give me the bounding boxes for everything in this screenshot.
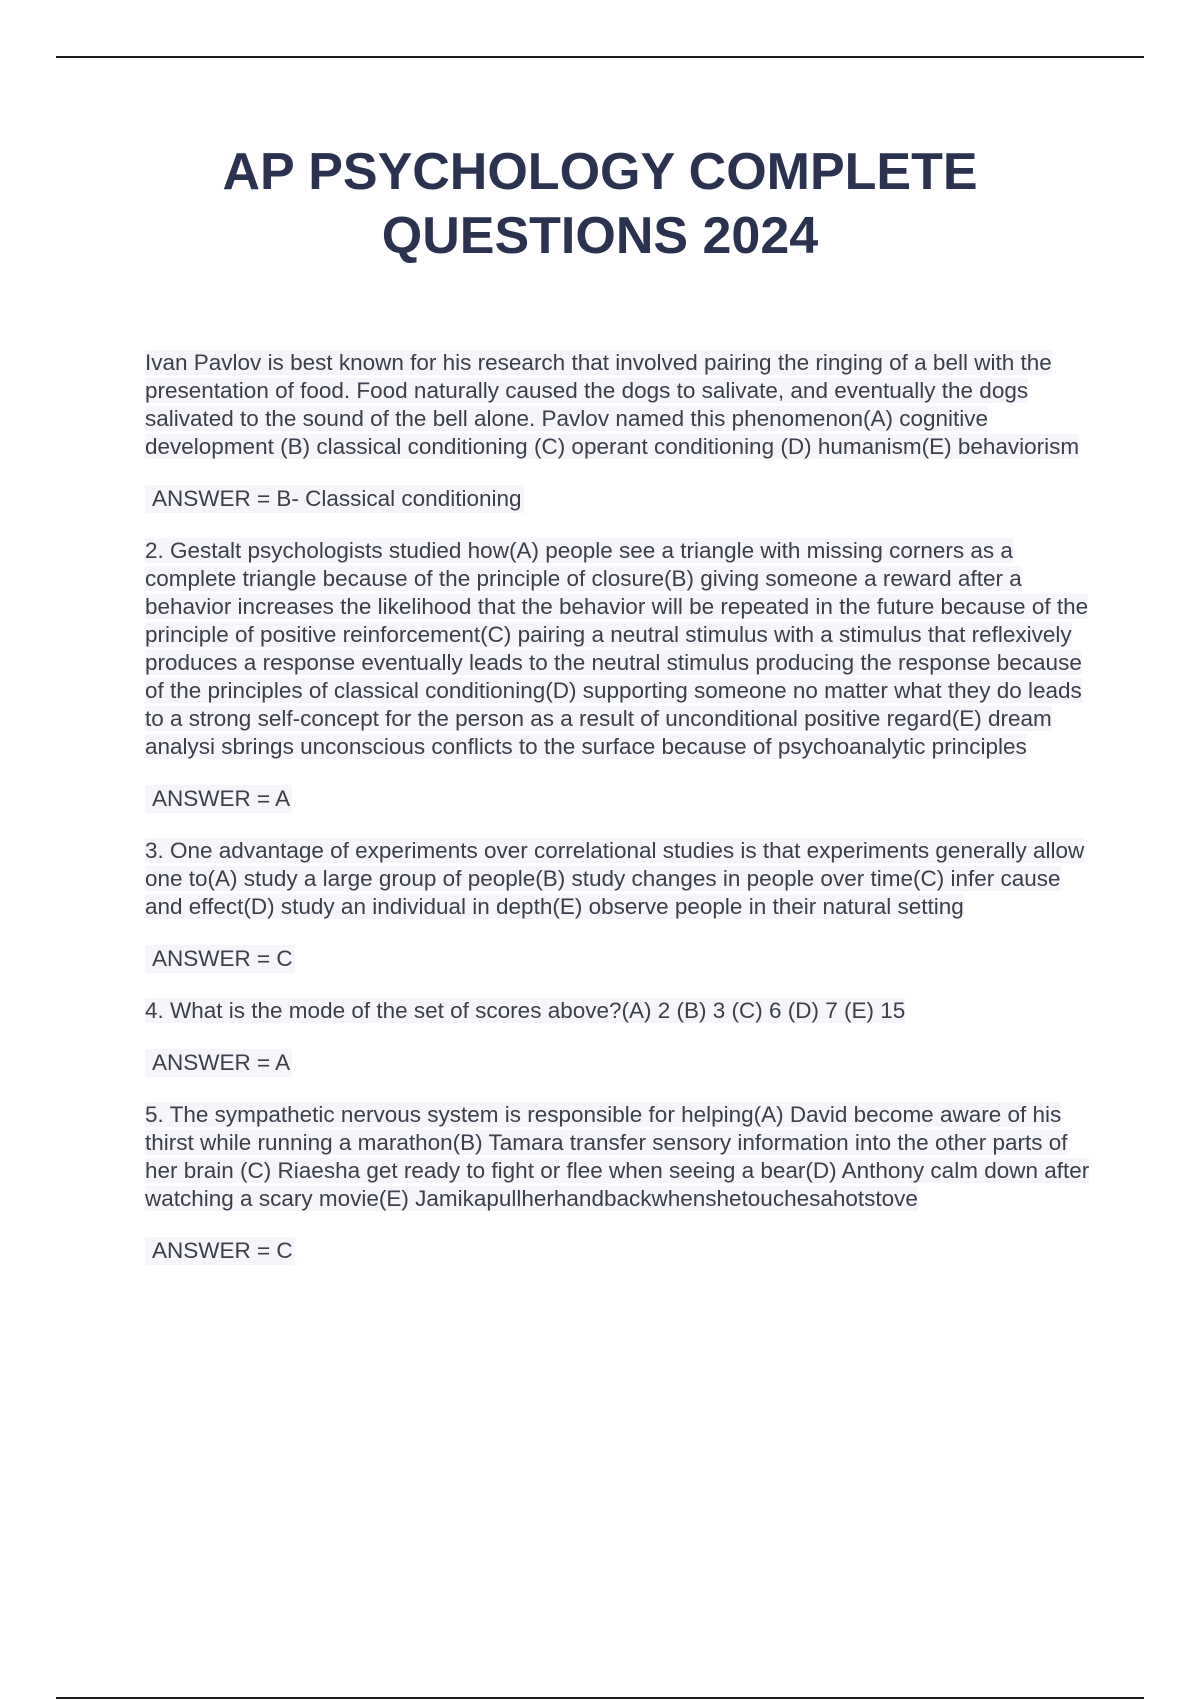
question-text: 3. One advantage of experiments over correlational studies is that experiments generally allow one to(A) study a large group of people(B) study changes in people over time(C) infer cause and effect(D) study an individual in depth(E) observe people in their natural setting [145,838,1085,919]
question-item-3 [145,837,1090,921]
question-text: 4. What is the mode of the set of scores above?(A) 2 (B) 3 (C) 6 (D) 7 (E) 15 [145,998,906,1023]
top-divider [56,56,1144,58]
answer-text: ANSWER = B- Classical conditioning [145,485,524,513]
questions-list [145,349,1090,1289]
answer-text: ANSWER = C [145,1237,295,1265]
answer-text: ANSWER = A [145,785,292,813]
question-item-4 [145,997,1090,1025]
title-line-1: AP PSYCHOLOGY COMPLETE [222,143,978,201]
question-text: 2. Gestalt psychologists studied how(A) people see a triangle with missing corners as a complete triangle because of the principle of closure(B) giving someone a reward after a behavior increases the likelihood that the behavior will be repeated in the future because of the principle of positive reinforcement(C) pairing a neutral stimulus with a stimulus that reflexively produces a response eventually leads to the neutral stimulus producing the response because of the principles of classical conditioning(D) supporting someone no matter what they do leads to a strong self-concept for the person as a result of unconditional positive regard(E) dream analysi sbrings unconscious conflicts to the surface because of psychoanalytic principles [145,538,1089,759]
answer-text: ANSWER = C [145,945,295,973]
question-text: Ivan Pavlov is best known for his research that involved pairing the ringing of a bell with the presentation of food. Food naturally caused the dogs to salivate, and eventually the dogs salivated to the sound of the bell alone. Pavlov named this phenomenon(A) cognitive development (B) classical conditioning (C) operant conditioning (D) humanism(E) behaviorism [145,350,1080,459]
question-item-1 [145,349,1090,461]
question-item-2 [145,537,1090,761]
bottom-divider [56,1697,1144,1699]
question-item-5 [145,1101,1090,1213]
question-text: 5. The sympathetic nervous system is responsible for helping(A) David become aware of his thirst while running a marathon(B) Tamara transfer sensory information into the other parts of her brain (C) Riaesha get ready to fight or flee when seeing a bear(D) Anthony calm down after watching a scary movie(E) Jamikapullherhandbackwhenshetouchesahotstove [145,1102,1090,1211]
title-line-2: QUESTIONS 2024 [381,207,819,265]
answer-text: ANSWER = A [145,1049,292,1077]
page-title [0,140,1200,268]
